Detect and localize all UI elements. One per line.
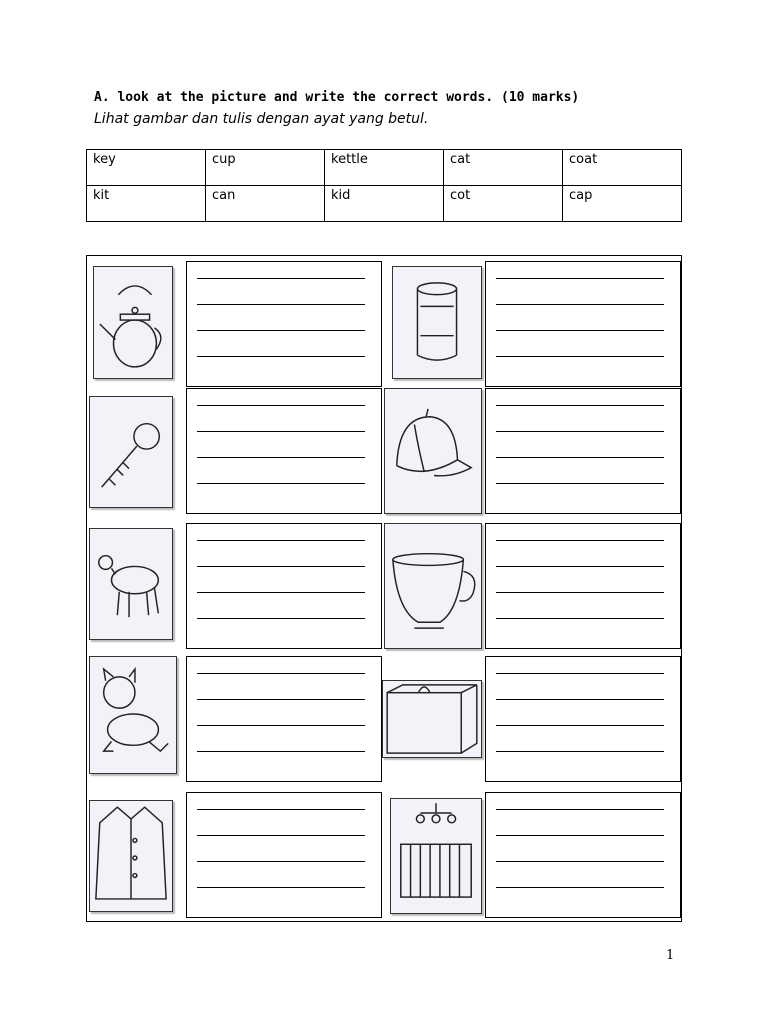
instruction-english: A. look at the picture and write the correct words. (10 marks) <box>94 90 580 105</box>
answer-box[interactable] <box>186 792 382 918</box>
kit-box-icon <box>382 680 482 758</box>
word-bank-cell: key <box>87 150 206 186</box>
word-bank-cell: can <box>206 186 325 222</box>
answer-box[interactable] <box>186 388 382 514</box>
word-bank-cell: coat <box>563 150 682 186</box>
answer-box[interactable] <box>485 261 681 387</box>
word-bank-cell: kid <box>325 186 444 222</box>
word-bank-cell: cap <box>563 186 682 222</box>
kid-goat-icon <box>89 528 173 640</box>
word-bank-row <box>87 186 682 222</box>
key-icon <box>89 396 173 508</box>
word-bank-cell: kettle <box>325 150 444 186</box>
answer-box[interactable] <box>485 792 681 918</box>
answer-box[interactable] <box>485 523 681 649</box>
cat-icon <box>89 656 177 774</box>
word-bank-cell: cat <box>444 150 563 186</box>
page-number: 1 <box>666 948 675 963</box>
can-icon <box>392 266 482 379</box>
answer-box[interactable] <box>485 388 681 514</box>
word-bank-cell: cot <box>444 186 563 222</box>
kettle-icon <box>93 266 173 379</box>
word-bank-row <box>87 150 682 186</box>
word-bank-cell: cup <box>206 150 325 186</box>
coat-icon <box>89 800 173 912</box>
instruction-malay: Lihat gambar dan tulis dengan ayat yang betul. <box>94 111 429 127</box>
cup-icon <box>384 523 482 649</box>
answer-box[interactable] <box>186 656 382 782</box>
cap-icon <box>384 388 482 514</box>
word-bank-table <box>86 149 682 222</box>
cot-icon <box>390 798 482 914</box>
exercise-grid <box>86 255 682 922</box>
answer-box[interactable] <box>186 523 382 649</box>
answer-box[interactable] <box>485 656 681 782</box>
word-bank-cell: kit <box>87 186 206 222</box>
answer-box[interactable] <box>186 261 382 387</box>
